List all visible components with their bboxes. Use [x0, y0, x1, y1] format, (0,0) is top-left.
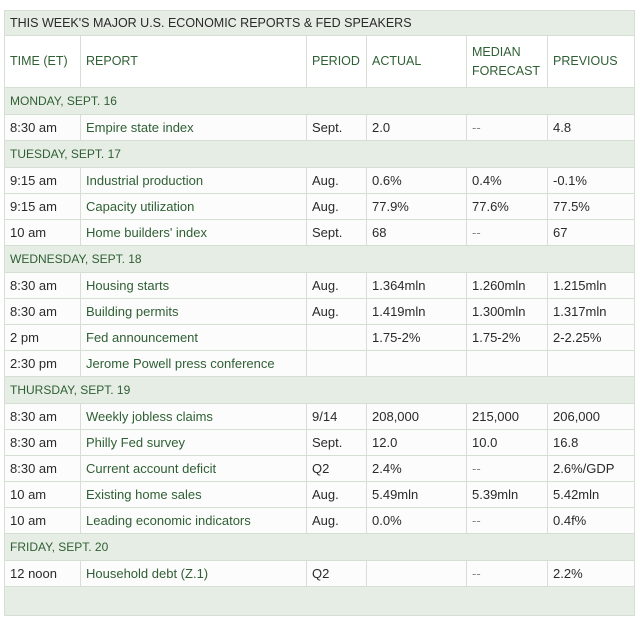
table-row: [5, 404, 635, 430]
cell-report: Current account deficit: [81, 456, 307, 482]
cell-period: Sept.: [307, 115, 367, 141]
cell-forecast: 10.0: [467, 430, 548, 456]
table-row: [5, 325, 635, 351]
cell-report: Industrial production: [81, 168, 307, 194]
day-header-row: [5, 88, 635, 115]
cell-previous: 2-2.25%: [548, 325, 635, 351]
cell-forecast: --: [467, 220, 548, 246]
cell-forecast: 0.4%: [467, 168, 548, 194]
cell-forecast: 215,000: [467, 404, 548, 430]
cell-time: 2 pm: [5, 325, 81, 351]
cell-previous: 16.8: [548, 430, 635, 456]
cell-period: Aug.: [307, 168, 367, 194]
cell-previous: 2.2%: [548, 561, 635, 587]
table-row: [5, 299, 635, 325]
cell-actual: 2.4%: [367, 456, 467, 482]
table-row: [5, 482, 635, 508]
cell-report: Building permits: [81, 299, 307, 325]
table-row: [5, 273, 635, 299]
header-time: TIME (ET): [5, 36, 81, 88]
day-header-row: [5, 141, 635, 168]
header-previous: PREVIOUS: [548, 36, 635, 88]
cell-forecast: --: [467, 115, 548, 141]
cell-previous: 5.42mln: [548, 482, 635, 508]
day-header-row: [5, 534, 635, 561]
cell-forecast: --: [467, 456, 548, 482]
cell-forecast: --: [467, 561, 548, 587]
cell-period: [307, 325, 367, 351]
cell-previous: 0.4f%: [548, 508, 635, 534]
economic-reports-table: [4, 10, 635, 616]
cell-previous: 4.8: [548, 115, 635, 141]
header-median-forecast: MEDIAN FORECAST: [467, 36, 548, 88]
cell-previous: 1.215mln: [548, 273, 635, 299]
day-label: THURSDAY, SEPT. 19: [5, 377, 635, 404]
cell-previous: 67: [548, 220, 635, 246]
cell-period: Q2: [307, 456, 367, 482]
cell-report: Weekly jobless claims: [81, 404, 307, 430]
cell-forecast: 1.75-2%: [467, 325, 548, 351]
cell-time: 8:30 am: [5, 299, 81, 325]
cell-time: 8:30 am: [5, 430, 81, 456]
table-row: [5, 194, 635, 220]
day-header-row: [5, 377, 635, 404]
cell-report: Capacity utilization: [81, 194, 307, 220]
cell-actual: 5.49mln: [367, 482, 467, 508]
table-row: [5, 220, 635, 246]
cell-period: [307, 351, 367, 377]
cell-forecast: 1.300mln: [467, 299, 548, 325]
cell-previous: 77.5%: [548, 194, 635, 220]
cell-time: 10 am: [5, 220, 81, 246]
cell-forecast: 1.260mln: [467, 273, 548, 299]
table-row: [5, 508, 635, 534]
cell-time: 9:15 am: [5, 168, 81, 194]
cell-previous: 1.317mln: [548, 299, 635, 325]
cell-actual: 0.0%: [367, 508, 467, 534]
economic-calendar: [4, 10, 634, 616]
table-row: [5, 115, 635, 141]
table-row: [5, 168, 635, 194]
cell-actual: 1.364mln: [367, 273, 467, 299]
cell-period: Aug.: [307, 508, 367, 534]
cell-report: Empire state index: [81, 115, 307, 141]
cell-actual: 12.0: [367, 430, 467, 456]
cell-time: 12 noon: [5, 561, 81, 587]
cell-actual: 1.75-2%: [367, 325, 467, 351]
cell-time: 8:30 am: [5, 115, 81, 141]
cell-actual: 2.0: [367, 115, 467, 141]
table-title-row: [5, 11, 635, 36]
cell-previous: 206,000: [548, 404, 635, 430]
cell-time: 8:30 am: [5, 273, 81, 299]
cell-period: Aug.: [307, 482, 367, 508]
cell-forecast: 5.39mln: [467, 482, 548, 508]
table-row: [5, 430, 635, 456]
cell-forecast: [467, 351, 548, 377]
day-label: WEDNESDAY, SEPT. 18: [5, 246, 635, 273]
cell-forecast: 77.6%: [467, 194, 548, 220]
cell-period: Sept.: [307, 220, 367, 246]
cell-time: 8:30 am: [5, 456, 81, 482]
cell-forecast: --: [467, 508, 548, 534]
cell-actual: [367, 561, 467, 587]
day-label: MONDAY, SEPT. 16: [5, 88, 635, 115]
cell-period: Sept.: [307, 430, 367, 456]
cell-time: 9:15 am: [5, 194, 81, 220]
cell-previous: 2.6%/GDP: [548, 456, 635, 482]
header-period: PERIOD: [307, 36, 367, 88]
day-header-row: [5, 246, 635, 273]
table-row: [5, 456, 635, 482]
cell-previous: -0.1%: [548, 168, 635, 194]
cell-report: Leading economic indicators: [81, 508, 307, 534]
column-header-row: [5, 36, 635, 88]
cell-time: 10 am: [5, 482, 81, 508]
cell-period: Q2: [307, 561, 367, 587]
table-footer-row: [5, 587, 635, 616]
day-label: TUESDAY, SEPT. 17: [5, 141, 635, 168]
cell-report: Household debt (Z.1): [81, 561, 307, 587]
header-report: REPORT: [81, 36, 307, 88]
cell-time: 10 am: [5, 508, 81, 534]
table-row: [5, 351, 635, 377]
table-footer: [5, 587, 635, 616]
cell-report: Housing starts: [81, 273, 307, 299]
cell-actual: [367, 351, 467, 377]
cell-actual: 68: [367, 220, 467, 246]
cell-time: 8:30 am: [5, 404, 81, 430]
cell-period: Aug.: [307, 273, 367, 299]
cell-time: 2:30 pm: [5, 351, 81, 377]
table-title: THIS WEEK'S MAJOR U.S. ECONOMIC REPORTS & FED SPEAKERS: [5, 11, 635, 36]
cell-report: Jerome Powell press conference: [81, 351, 307, 377]
header-actual: ACTUAL: [367, 36, 467, 88]
cell-report: Home builders' index: [81, 220, 307, 246]
table-row: [5, 561, 635, 587]
day-label: FRIDAY, SEPT. 20: [5, 534, 635, 561]
cell-report: Fed announcement: [81, 325, 307, 351]
cell-actual: 0.6%: [367, 168, 467, 194]
cell-period: 9/14: [307, 404, 367, 430]
cell-actual: 208,000: [367, 404, 467, 430]
cell-actual: 1.419mln: [367, 299, 467, 325]
cell-period: Aug.: [307, 194, 367, 220]
cell-report: Existing home sales: [81, 482, 307, 508]
cell-period: Aug.: [307, 299, 367, 325]
cell-actual: 77.9%: [367, 194, 467, 220]
cell-report: Philly Fed survey: [81, 430, 307, 456]
cell-previous: [548, 351, 635, 377]
